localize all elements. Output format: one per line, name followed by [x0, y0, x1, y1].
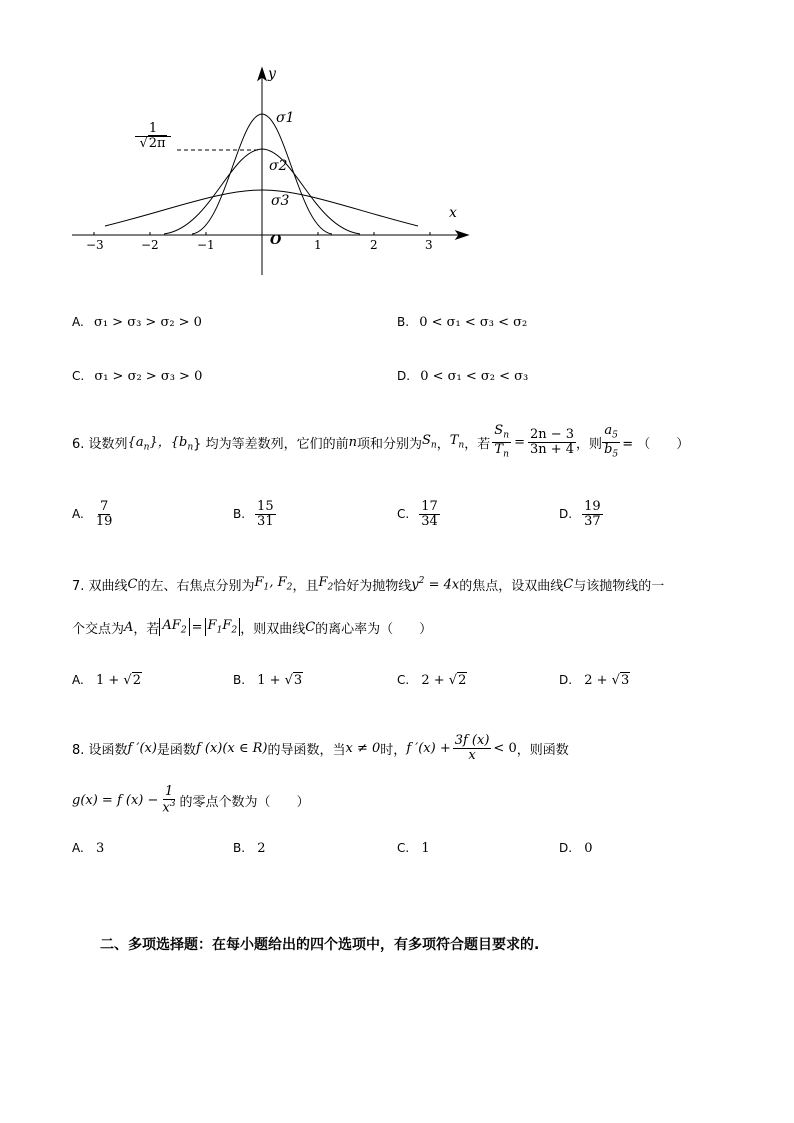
y-axis-label: y: [268, 66, 276, 82]
curve-label-sigma1: σ1: [276, 110, 295, 126]
q7-option-c[interactable]: C. 2 + √2: [397, 673, 467, 688]
question-7-line-2: 个交点为 A ，若 $AF_2$ = $F_1F_2$ ，则双曲线 C 的离心率为（ ）: [72, 618, 433, 637]
question-8-line-1: 8. 设函数 f ′(x) 是函数 f (x)(x ∈ R) 的导函数，当 x ≠ 0 时， f ′(x) + $\frac{3f (x)}{x}$ < 0 ，则函数: [72, 732, 569, 763]
q5-option-b[interactable]: B. 0 < σ₁ < σ₃ < σ₂: [397, 315, 528, 330]
q7-option-a[interactable]: A. 1 + √2: [72, 673, 141, 688]
q6-option-a[interactable]: A. $\frac{7}{19}$: [72, 499, 113, 529]
tick-label: −3: [86, 238, 104, 252]
tick-label: −1: [197, 238, 215, 252]
q8-option-b[interactable]: B. 2: [233, 841, 266, 856]
question-6: 6. 设数列 $\{a_n\}$，{$b_n$ } 均为等差数列，它们的前 n 项和分别为 $S_n$ ， $T_n$ ，若 $\frac{S_n}{T_n}$ = $\frac{2n - 3}{3n + 4}$ ，则 $\frac{a_5}{b_5}$ = （ ）: [72, 423, 690, 460]
tick-label: 1: [314, 238, 322, 252]
question-8-line-2: g(x) = f (x) − $\frac{1}{x^3}$ 的零点个数为（ ）: [72, 784, 310, 816]
q7-option-d[interactable]: D. 2 + √3: [559, 673, 630, 688]
curve-label-sigma3: σ3: [271, 193, 290, 209]
q8-option-d[interactable]: D. 0: [559, 841, 593, 856]
q8-option-c[interactable]: C. 1: [397, 841, 430, 856]
q5-option-a[interactable]: A. σ₁ > σ₃ > σ₂ > 0: [72, 315, 202, 330]
q5-option-d[interactable]: D. 0 < σ₁ < σ₂ < σ₃: [397, 369, 529, 384]
reference-value-label: $\frac{1}{√2\pi}$: [135, 122, 171, 150]
q7-option-b[interactable]: B. 1 + √3: [233, 673, 303, 688]
x-axis-label: x: [449, 205, 457, 221]
q6-option-d[interactable]: D. $\frac{19}{37}$: [559, 499, 601, 529]
section-2-heading: 二、多项选择题：在每小题给出的四个选项中，有多项符合题目要求的.: [100, 937, 540, 953]
origin-label: O: [270, 233, 282, 248]
curve-label-sigma2: σ2: [269, 158, 288, 174]
q6-option-b[interactable]: B. $\frac{15}{31}$: [233, 499, 274, 529]
tick-label: 2: [370, 238, 378, 252]
question-7-line-1: 7. 双曲线 C 的左、右焦点分别为 $F_1$, $F_2$ ，且 $F_2$ 恰好为抛物线 $y^2 = 4x$ 的焦点，设双曲线 C 与该抛物线的一: [72, 575, 665, 594]
q5-option-c[interactable]: C. σ₁ > σ₂ > σ₃ > 0: [72, 369, 203, 384]
tick-label: −2: [141, 238, 159, 252]
q6-option-c[interactable]: C. $\frac{17}{34}$: [397, 499, 438, 529]
q8-option-a[interactable]: A. 3: [72, 841, 105, 856]
tick-label: 3: [425, 238, 433, 252]
